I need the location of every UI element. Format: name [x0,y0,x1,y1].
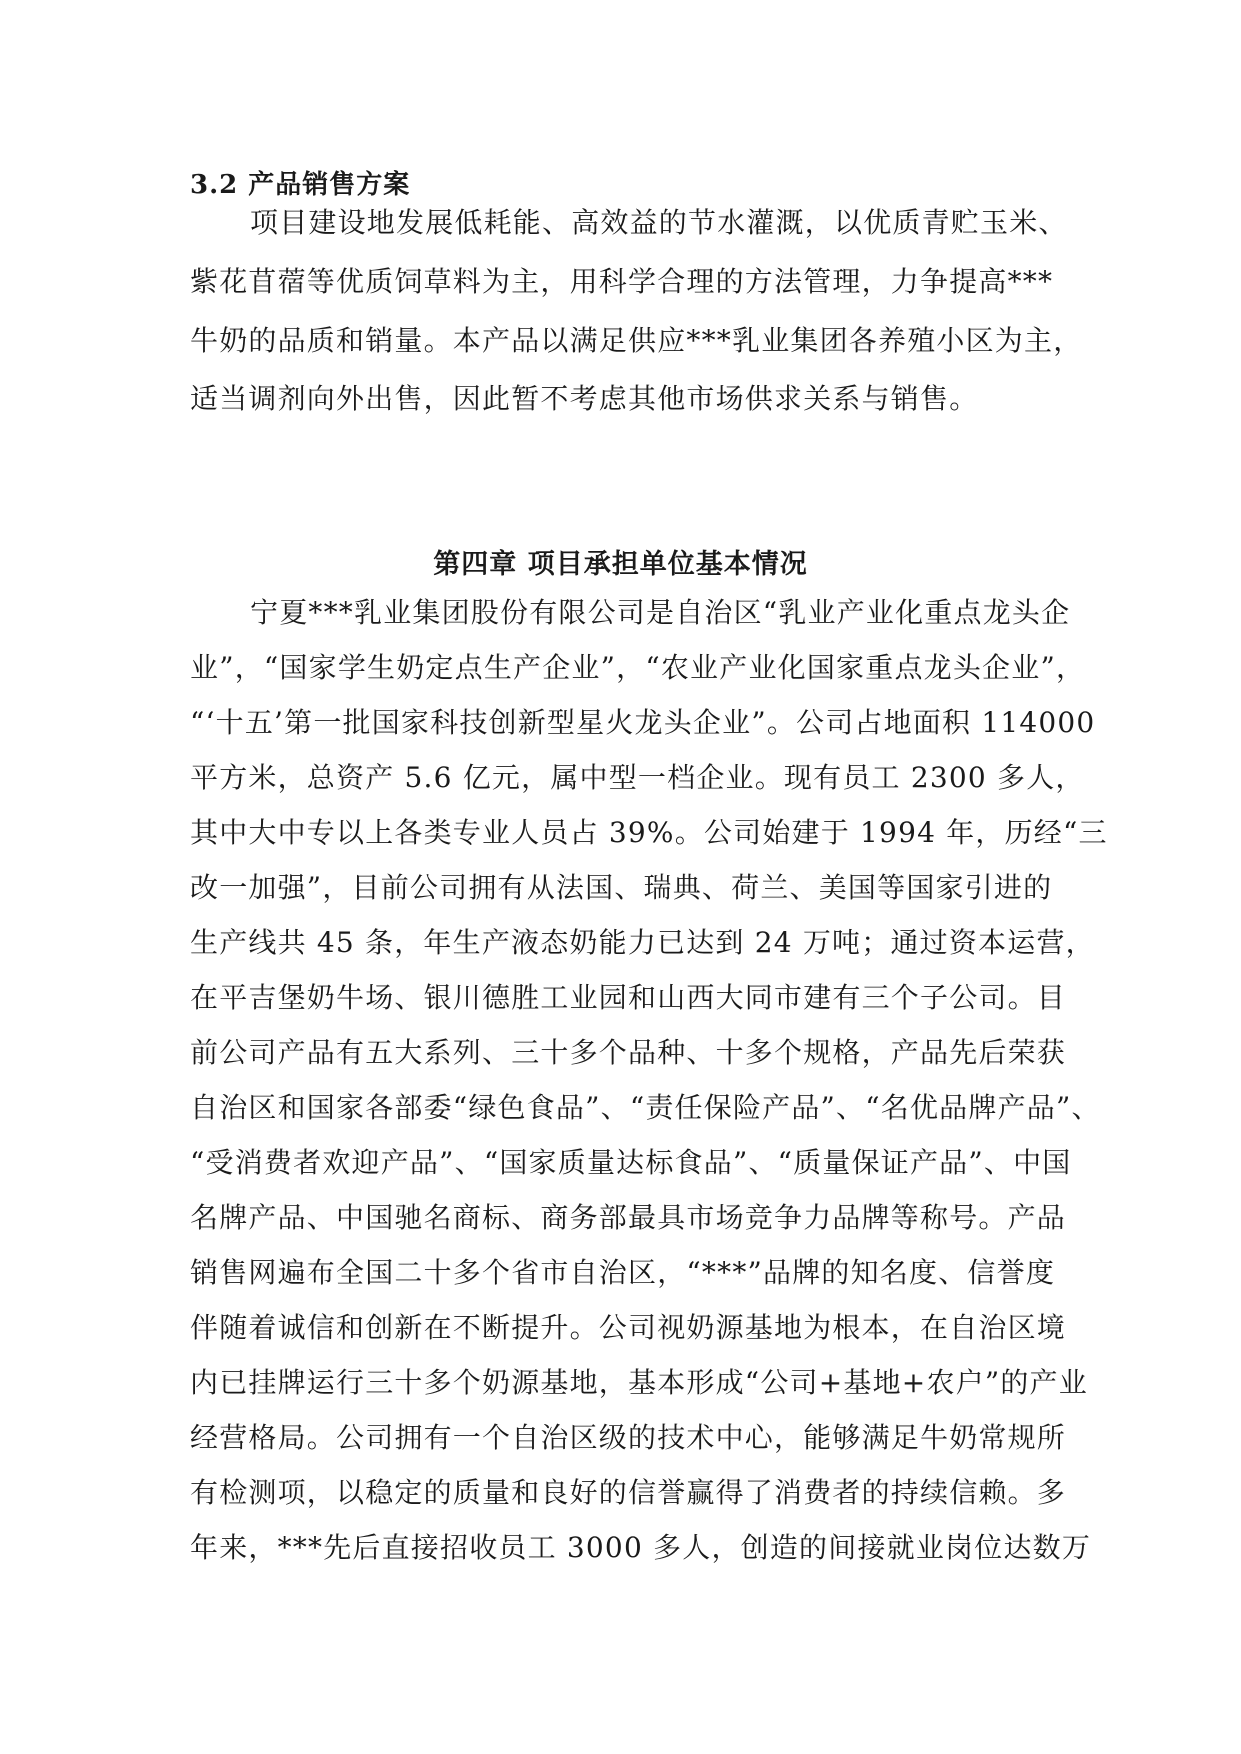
section-heading: 3.2 产品销售方案 [190,170,411,200]
paragraph-line: 内已挂牌运行三十多个奶源基地，基本形成“公司+基地+农户”的产业 [190,1366,1088,1399]
paragraph-line: 有检测项，以稳定的质量和良好的信誉赢得了消费者的持续信赖。多 [190,1476,1067,1509]
paragraph-line: 生产线共 45 条，年生产液态奶能力已达到 24 万吨；通过资本运营， [190,926,1095,959]
paragraph-line: 平方米，总资产 5.6 亿元，属中型一档企业。现有员工 2300 多人， [190,761,1085,794]
paragraph-line: 经营格局。公司拥有一个自治区级的技术中心，能够满足牛奶常规所 [190,1421,1067,1454]
paragraph-line: 在平吉堡奶牛场、银川德胜工业园和山西大同市建有三个子公司。目 [190,981,1067,1014]
paragraph-line: 前公司产品有五大系列、三十多个品种、十多个规格，产品先后荣获 [190,1036,1067,1069]
paragraph-line: 适当调剂向外出售，因此暂不考虑其他市场供求关系与销售。 [190,382,979,415]
paragraph-line: 宁夏***乳业集团股份有限公司是自治区“乳业产业化重点龙头企 [250,596,1071,629]
paragraph-line: 伴随着诚信和创新在不断提升。公司视奶源基地为根本，在自治区境 [190,1311,1067,1344]
paragraph-line: “受消费者欢迎产品”、“国家质量达标食品”、“质量保证产品”、中国 [190,1146,1072,1179]
paragraph-line: 销售网遍布全国二十多个省市自治区，“***”品牌的知名度、信誉度 [190,1256,1056,1289]
chapter-title: 第四章 项目承担单位基本情况 [433,549,808,580]
paragraph-line: 牛奶的品质和销量。本产品以满足供应***乳业集团各养殖小区为主， [190,324,1083,357]
paragraph-line: 紫花苜蓿等优质饲草料为主，用科学合理的方法管理，力争提高*** [190,265,1054,298]
paragraph-line: “‘十五’第一批国家科技创新型星火龙头企业”。公司占地面积 114000 [190,706,1096,739]
paragraph-line: 名牌产品、中国驰名商标、商务部最具市场竞争力品牌等称号。产品 [190,1201,1067,1234]
paragraph-line: 业”，“国家学生奶定点生产企业”，“农业产业化国家重点龙头企业”， [190,651,1086,684]
paragraph-line: 自治区和国家各部委“绿色食品”、“责任保险产品”、“名优品牌产品”、 [190,1091,1101,1124]
paragraph-line: 其中大中专以上各类专业人员占 39%。公司始建于 1994 年，历经“三 [190,816,1108,849]
paragraph-line: 项目建设地发展低耗能、高效益的节水灌溉，以优质青贮玉米、 [250,206,1068,239]
paragraph-line: 改一加强”，目前公司拥有从法国、瑞典、荷兰、美国等国家引进的 [190,871,1053,904]
paragraph-line: 年来，***先后直接招收员工 3000 多人，创造的间接就业岗位达数万 [190,1531,1092,1564]
